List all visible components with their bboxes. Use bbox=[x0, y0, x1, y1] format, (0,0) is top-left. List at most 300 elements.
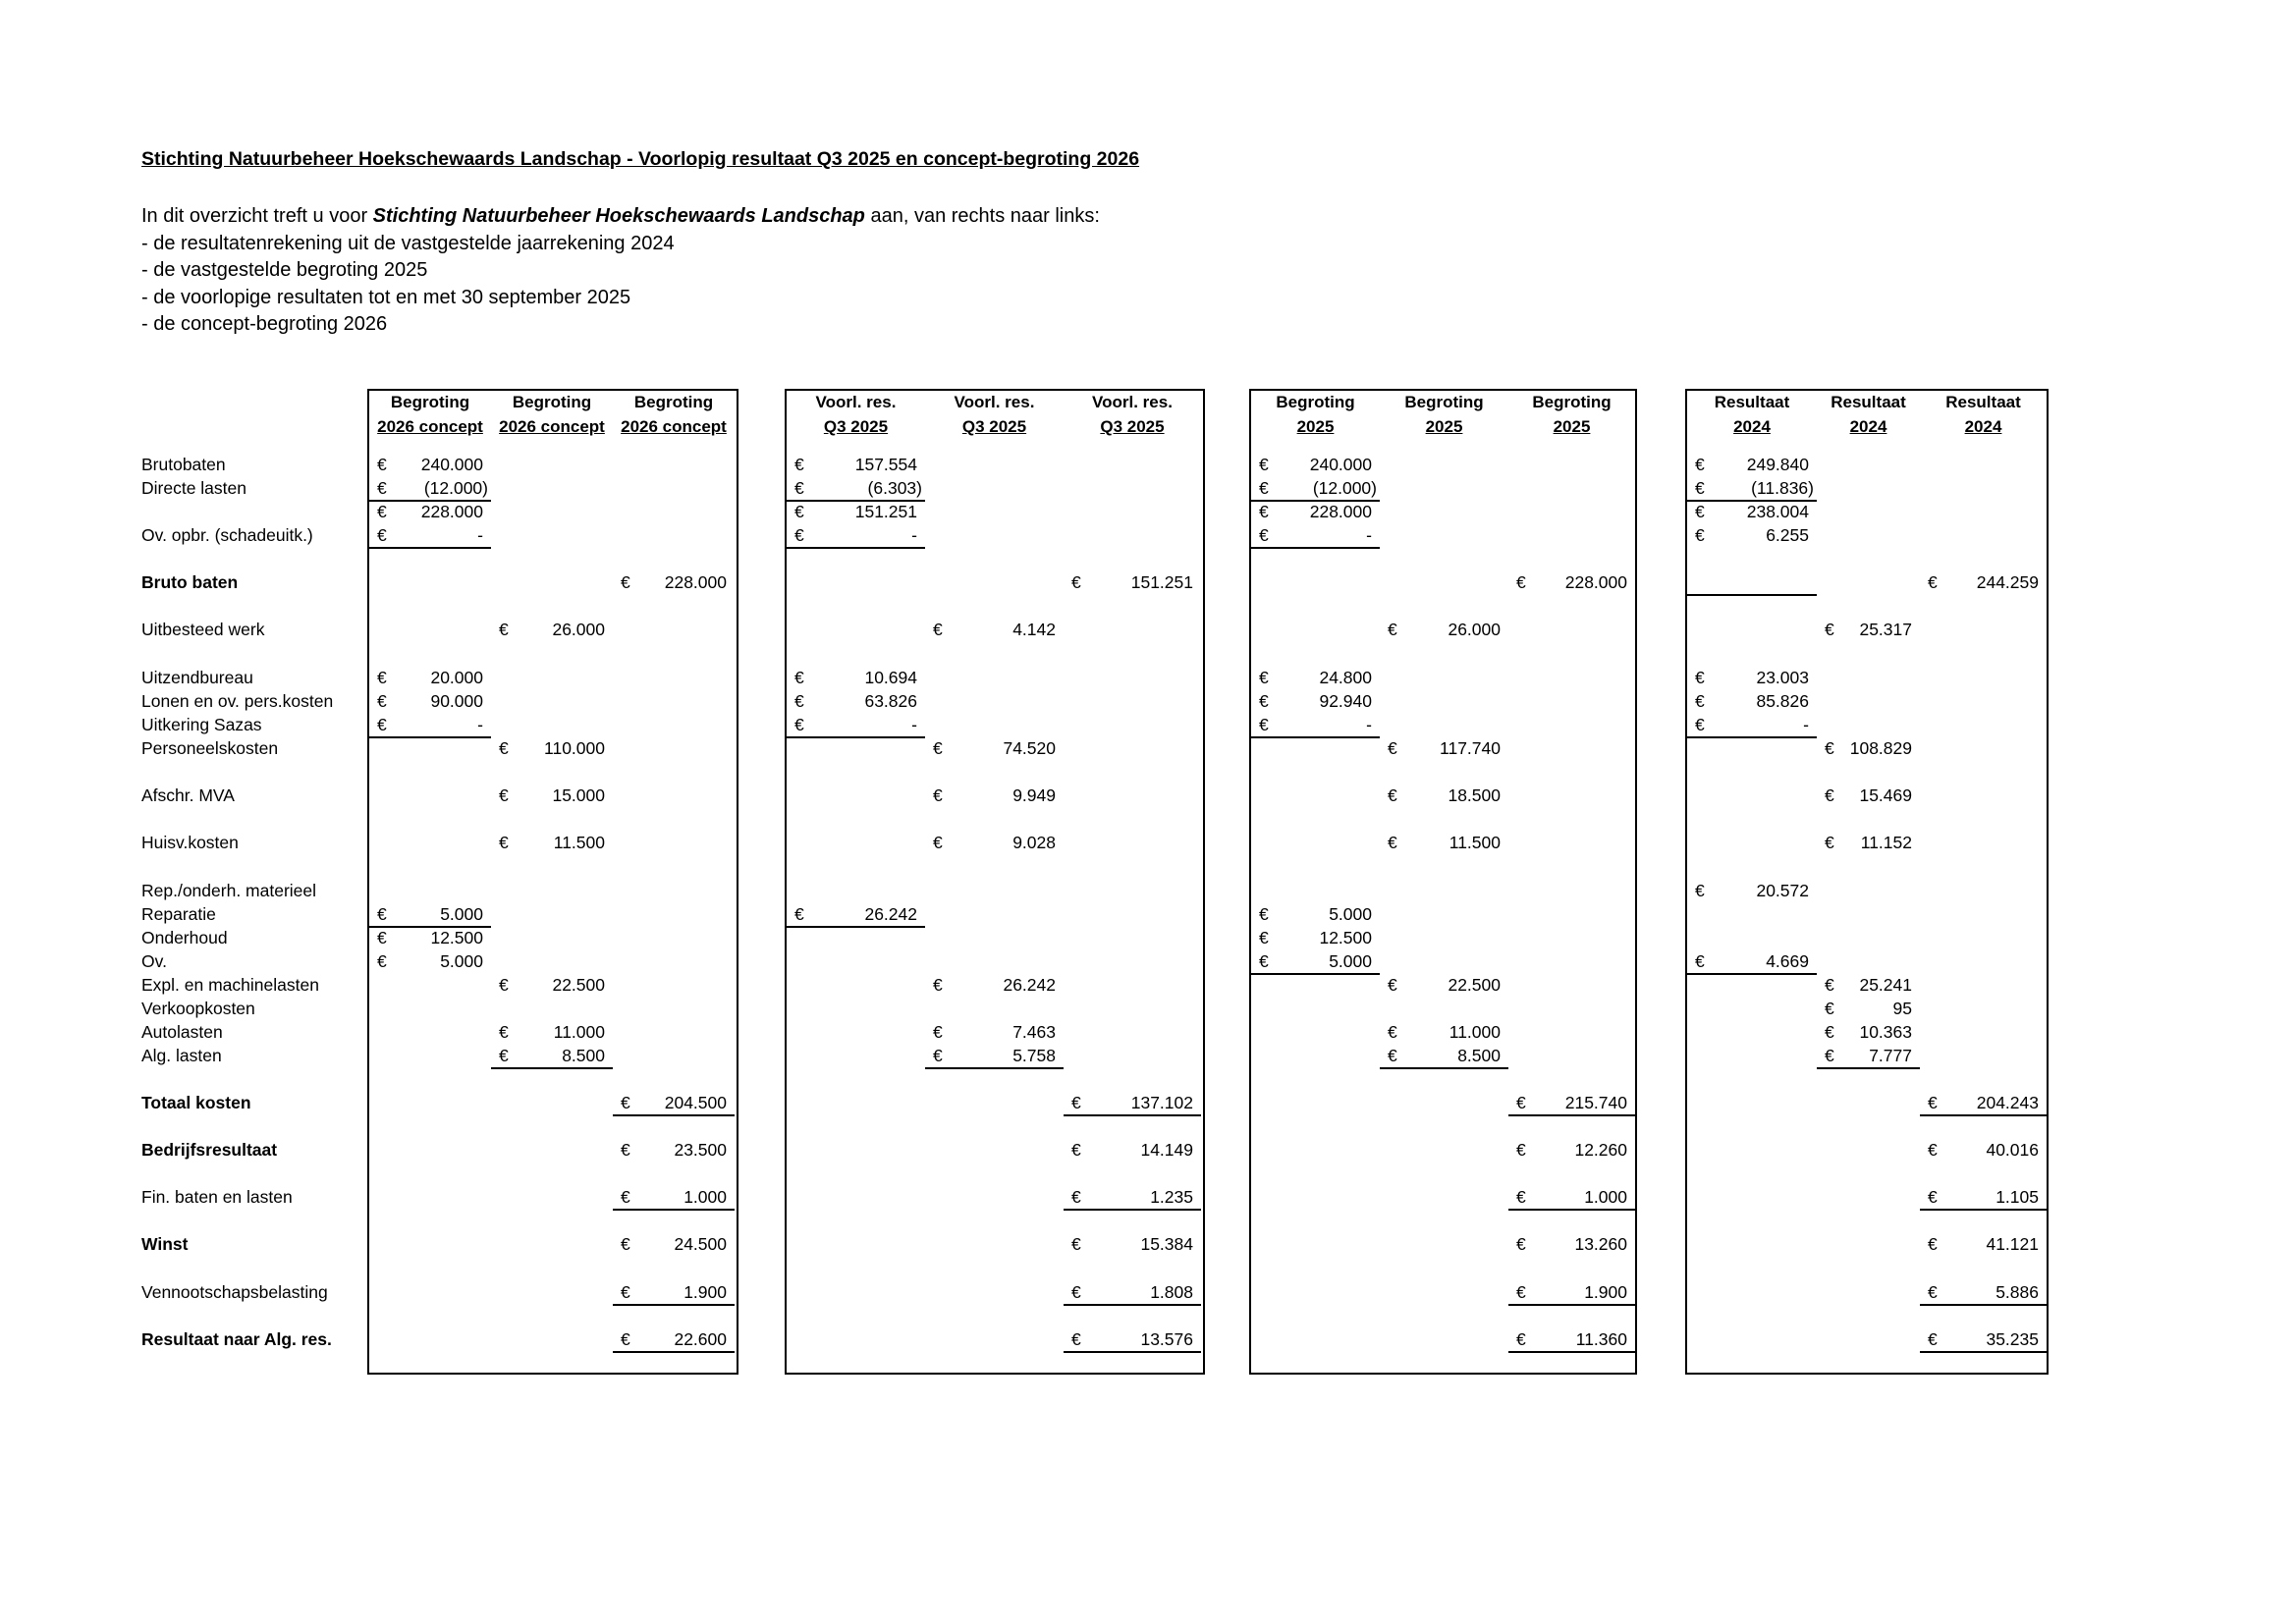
amount-value: 22.600 bbox=[674, 1329, 727, 1349]
row-label: Verkoopkosten bbox=[141, 999, 255, 1018]
currency-symbol: € bbox=[794, 691, 804, 711]
currency-symbol: € bbox=[499, 738, 509, 758]
amount-value: 24.800 bbox=[1319, 668, 1372, 687]
currency-symbol: € bbox=[1695, 691, 1705, 711]
row-label: Reparatie bbox=[141, 904, 216, 924]
column-header-line1: Resultaat bbox=[1831, 393, 1906, 411]
amount-value: 18.500 bbox=[1448, 785, 1501, 805]
row-label: Huisv.kosten bbox=[141, 833, 239, 852]
amount-value: 7.463 bbox=[1012, 1022, 1056, 1042]
column-header-line2: 2025 bbox=[1425, 417, 1463, 436]
row-label: Bruto baten bbox=[141, 572, 239, 592]
amount-cell bbox=[1380, 973, 1508, 997]
amount-cell bbox=[1687, 476, 1817, 500]
currency-symbol: € bbox=[933, 975, 943, 995]
amount-value: 108.829 bbox=[1849, 738, 1912, 758]
amount-value: 151.251 bbox=[854, 502, 917, 521]
amount-value: 74.520 bbox=[1003, 738, 1056, 758]
amount-cell bbox=[491, 1044, 613, 1067]
row-label: Rep./onderh. materieel bbox=[141, 881, 317, 900]
amount-value: 5.886 bbox=[1995, 1282, 2039, 1302]
amount-value: (11.836) bbox=[1751, 478, 1814, 498]
amount-cell bbox=[1508, 1138, 1635, 1162]
currency-symbol: € bbox=[377, 715, 387, 734]
amount-cell bbox=[1920, 1280, 2047, 1304]
amount-value: 6.255 bbox=[1766, 525, 1809, 545]
amount-value: 240.000 bbox=[1309, 455, 1372, 474]
amount-value: 8.500 bbox=[1457, 1046, 1501, 1065]
row-label: Expl. en machinelasten bbox=[141, 975, 319, 995]
amount-value: 228.000 bbox=[420, 502, 483, 521]
amount-value: 1.808 bbox=[1150, 1282, 1193, 1302]
amount-value: 22.500 bbox=[552, 975, 605, 995]
amount-value: 22.500 bbox=[1448, 975, 1501, 995]
column-header-line2: 2025 bbox=[1553, 417, 1591, 436]
row-label: Vennootschapsbelasting bbox=[141, 1282, 328, 1302]
intro-bullet: - de voorlopige resultaten tot en met 30 september 2025 bbox=[141, 286, 631, 308]
currency-symbol: € bbox=[1388, 785, 1397, 805]
amount-value: 151.251 bbox=[1130, 572, 1193, 592]
amount-value: 137.102 bbox=[1130, 1093, 1193, 1112]
amount-value: 1.900 bbox=[683, 1282, 727, 1302]
underline-rule bbox=[613, 1209, 735, 1211]
amount-value: 23.003 bbox=[1756, 668, 1809, 687]
amount-cell bbox=[1920, 1232, 2047, 1256]
currency-symbol: € bbox=[377, 502, 387, 521]
intro-suffix: aan, van rechts naar links: bbox=[864, 205, 1100, 227]
currency-symbol: € bbox=[1071, 1234, 1081, 1254]
amount-cell bbox=[1380, 1044, 1508, 1067]
amount-cell bbox=[1064, 1327, 1201, 1351]
amount-value: 7.777 bbox=[1869, 1046, 1912, 1065]
amount-value: (12.000) bbox=[423, 478, 488, 498]
amount-cell bbox=[613, 1280, 735, 1304]
row-label: Brutobaten bbox=[141, 455, 226, 474]
underline-rule bbox=[1920, 1351, 2047, 1353]
currency-symbol: € bbox=[1825, 738, 1834, 758]
currency-symbol: € bbox=[1928, 1282, 1938, 1302]
amount-cell bbox=[613, 1185, 735, 1209]
amount-value: 15.000 bbox=[552, 785, 605, 805]
column-header bbox=[1064, 390, 1201, 439]
currency-symbol: € bbox=[377, 951, 387, 971]
underline-rule bbox=[787, 500, 925, 502]
amount-cell bbox=[1687, 666, 1817, 689]
underline-rule bbox=[787, 926, 925, 928]
currency-symbol: € bbox=[1259, 904, 1269, 924]
amount-cell bbox=[613, 1138, 735, 1162]
amount-cell bbox=[491, 973, 613, 997]
currency-symbol: € bbox=[1928, 1140, 1938, 1160]
amount-cell bbox=[925, 1020, 1064, 1044]
amount-cell bbox=[925, 618, 1064, 641]
underline-rule bbox=[1687, 736, 1817, 738]
amount-value: 244.259 bbox=[1976, 572, 2039, 592]
amount-value: - bbox=[1803, 715, 1809, 734]
underline-rule bbox=[1817, 1067, 1920, 1069]
currency-symbol: € bbox=[621, 572, 630, 592]
amount-value: 14.149 bbox=[1140, 1140, 1193, 1160]
amount-cell bbox=[613, 1327, 735, 1351]
underline-rule bbox=[1920, 1209, 2047, 1211]
amount-cell bbox=[1687, 713, 1817, 736]
amount-cell bbox=[787, 476, 925, 500]
currency-symbol: € bbox=[377, 691, 387, 711]
currency-symbol: € bbox=[1695, 525, 1705, 545]
amount-cell bbox=[925, 831, 1064, 854]
currency-symbol: € bbox=[1825, 620, 1834, 639]
underline-rule bbox=[787, 736, 925, 738]
column-header-line1: Begroting bbox=[1276, 393, 1355, 411]
amount-value: 12.500 bbox=[430, 928, 483, 947]
underline-rule bbox=[613, 1351, 735, 1353]
underline-rule bbox=[1508, 1209, 1635, 1211]
currency-symbol: € bbox=[794, 904, 804, 924]
currency-symbol: € bbox=[1516, 572, 1526, 592]
row-label: Lonen en ov. pers.kosten bbox=[141, 691, 334, 711]
row-label: Ov. opbr. (schadeuitk.) bbox=[141, 525, 313, 545]
currency-symbol: € bbox=[621, 1282, 630, 1302]
underline-rule bbox=[1920, 1114, 2047, 1116]
column-header-line2: 2026 concept bbox=[377, 417, 483, 436]
amount-cell bbox=[1817, 997, 1920, 1020]
amount-value: - bbox=[477, 715, 483, 734]
amount-value: 26.242 bbox=[1003, 975, 1056, 995]
currency-symbol: € bbox=[1825, 833, 1834, 852]
row-label: Winst bbox=[141, 1234, 189, 1254]
amount-cell bbox=[613, 570, 735, 594]
amount-value: 9.949 bbox=[1012, 785, 1056, 805]
currency-symbol: € bbox=[499, 975, 509, 995]
currency-symbol: € bbox=[1259, 668, 1269, 687]
amount-cell bbox=[787, 523, 925, 547]
amount-cell bbox=[1251, 500, 1380, 523]
amount-cell bbox=[787, 713, 925, 736]
column-header bbox=[1508, 390, 1635, 439]
currency-symbol: € bbox=[621, 1187, 630, 1207]
amount-cell bbox=[1920, 570, 2047, 594]
amount-value: 228.000 bbox=[1309, 502, 1372, 521]
currency-symbol: € bbox=[1695, 715, 1705, 734]
currency-symbol: € bbox=[499, 1022, 509, 1042]
currency-symbol: € bbox=[1259, 525, 1269, 545]
amount-cell bbox=[925, 736, 1064, 760]
amount-cell bbox=[1251, 713, 1380, 736]
amount-cell bbox=[1920, 1138, 2047, 1162]
amount-cell bbox=[1251, 949, 1380, 973]
amount-value: 240.000 bbox=[420, 455, 483, 474]
currency-symbol: € bbox=[1695, 478, 1705, 498]
amount-value: 92.940 bbox=[1319, 691, 1372, 711]
amount-value: 12.260 bbox=[1574, 1140, 1627, 1160]
amount-cell bbox=[1251, 453, 1380, 476]
amount-value: - bbox=[477, 525, 483, 545]
amount-value: 5.000 bbox=[1329, 904, 1372, 924]
amount-cell bbox=[1687, 949, 1817, 973]
amount-cell bbox=[1251, 666, 1380, 689]
column-header bbox=[1380, 390, 1508, 439]
amount-value: - bbox=[1366, 525, 1372, 545]
amount-cell bbox=[369, 500, 491, 523]
amount-cell bbox=[491, 736, 613, 760]
amount-cell bbox=[491, 1020, 613, 1044]
currency-symbol: € bbox=[933, 785, 943, 805]
amount-value: 1.105 bbox=[1995, 1187, 2039, 1207]
row-label: Resultaat naar Alg. res. bbox=[141, 1329, 332, 1349]
currency-symbol: € bbox=[794, 668, 804, 687]
currency-symbol: € bbox=[1825, 1022, 1834, 1042]
amount-value: 1.000 bbox=[683, 1187, 727, 1207]
row-label: Directe lasten bbox=[141, 478, 246, 498]
amount-cell bbox=[1687, 523, 1817, 547]
amount-value: 204.500 bbox=[664, 1093, 727, 1112]
currency-symbol: € bbox=[1695, 455, 1705, 474]
amount-value: 20.572 bbox=[1756, 881, 1809, 900]
amount-value: 1.900 bbox=[1584, 1282, 1627, 1302]
currency-symbol: € bbox=[1259, 455, 1269, 474]
currency-symbol: € bbox=[1388, 738, 1397, 758]
underline-rule bbox=[369, 500, 491, 502]
currency-symbol: € bbox=[621, 1093, 630, 1112]
amount-cell bbox=[1508, 1091, 1635, 1114]
amount-value: 238.004 bbox=[1746, 502, 1809, 521]
amount-cell bbox=[1508, 1280, 1635, 1304]
intro-organisation: Stichting Natuurbeheer Hoekschewaards Landschap bbox=[372, 205, 865, 227]
currency-symbol: € bbox=[621, 1234, 630, 1254]
currency-symbol: € bbox=[1071, 1093, 1081, 1112]
amount-cell bbox=[369, 713, 491, 736]
amount-cell bbox=[1508, 570, 1635, 594]
currency-symbol: € bbox=[1388, 620, 1397, 639]
currency-symbol: € bbox=[794, 478, 804, 498]
amount-value: - bbox=[911, 525, 917, 545]
column-header bbox=[787, 390, 925, 439]
amount-cell bbox=[1064, 1280, 1201, 1304]
underline-rule bbox=[1508, 1351, 1635, 1353]
underline-rule bbox=[1064, 1114, 1201, 1116]
column-header-line2: 2025 bbox=[1296, 417, 1335, 436]
amount-value: 35.235 bbox=[1986, 1329, 2039, 1349]
amount-value: 11.500 bbox=[1449, 833, 1501, 852]
underline-rule bbox=[787, 547, 925, 549]
amount-value: 85.826 bbox=[1756, 691, 1809, 711]
underline-rule bbox=[1251, 547, 1380, 549]
underline-rule bbox=[613, 1304, 735, 1306]
amount-cell bbox=[1380, 736, 1508, 760]
amount-cell bbox=[925, 973, 1064, 997]
currency-symbol: € bbox=[1516, 1329, 1526, 1349]
currency-symbol: € bbox=[1825, 975, 1834, 995]
amount-cell bbox=[491, 831, 613, 854]
currency-symbol: € bbox=[377, 478, 387, 498]
row-label: Uitkering Sazas bbox=[141, 715, 262, 734]
amount-value: 11.000 bbox=[553, 1022, 605, 1042]
currency-symbol: € bbox=[933, 738, 943, 758]
amount-cell bbox=[1817, 831, 1920, 854]
underline-rule bbox=[1064, 1304, 1201, 1306]
row-label: Uitzendbureau bbox=[141, 668, 253, 687]
amount-cell bbox=[491, 784, 613, 807]
header-rule bbox=[785, 389, 1205, 391]
amount-cell bbox=[787, 902, 925, 926]
column-header-line2: 2024 bbox=[1964, 417, 2002, 436]
column-header-line1: Voorl. res. bbox=[1092, 393, 1173, 411]
currency-symbol: € bbox=[1259, 715, 1269, 734]
currency-symbol: € bbox=[1928, 1187, 1938, 1207]
amount-value: 11.360 bbox=[1575, 1329, 1627, 1349]
intro-bullet: - de vastgestelde begroting 2025 bbox=[141, 259, 428, 281]
row-label: Totaal kosten bbox=[141, 1093, 251, 1112]
currency-symbol: € bbox=[1516, 1093, 1526, 1112]
underline-rule bbox=[1508, 1114, 1635, 1116]
column-header-line2: 2024 bbox=[1733, 417, 1771, 436]
currency-symbol: € bbox=[1695, 881, 1705, 900]
row-label: Alg. lasten bbox=[141, 1046, 222, 1065]
currency-symbol: € bbox=[794, 525, 804, 545]
column-header-line1: Voorl. res. bbox=[954, 393, 1035, 411]
amount-cell bbox=[1817, 1020, 1920, 1044]
amount-cell bbox=[925, 1044, 1064, 1067]
currency-symbol: € bbox=[377, 928, 387, 947]
currency-symbol: € bbox=[1259, 691, 1269, 711]
amount-value: - bbox=[1366, 715, 1372, 734]
amount-cell bbox=[369, 453, 491, 476]
amount-value: 11.000 bbox=[1449, 1022, 1501, 1042]
currency-symbol: € bbox=[1516, 1187, 1526, 1207]
column-header-line1: Begroting bbox=[390, 393, 470, 411]
amount-value: 11.500 bbox=[553, 833, 605, 852]
underline-rule bbox=[1920, 1304, 2047, 1306]
column-header-line2: 2024 bbox=[1849, 417, 1887, 436]
amount-cell bbox=[787, 453, 925, 476]
amount-cell bbox=[1920, 1091, 2047, 1114]
underline-rule bbox=[369, 547, 491, 549]
row-label: Personeelskosten bbox=[141, 738, 279, 758]
amount-cell bbox=[369, 949, 491, 973]
amount-cell bbox=[787, 689, 925, 713]
amount-value: 12.500 bbox=[1319, 928, 1372, 947]
column-header bbox=[1817, 390, 1920, 439]
currency-symbol: € bbox=[1695, 502, 1705, 521]
column-header bbox=[491, 390, 613, 439]
amount-cell bbox=[1380, 1020, 1508, 1044]
amount-cell bbox=[1251, 926, 1380, 949]
amount-cell bbox=[1064, 1091, 1201, 1114]
amount-cell bbox=[1817, 784, 1920, 807]
underline-rule bbox=[1687, 973, 1817, 975]
intro-bullet: - de concept-begroting 2026 bbox=[141, 313, 388, 335]
currency-symbol: € bbox=[499, 833, 509, 852]
amount-cell bbox=[369, 523, 491, 547]
currency-symbol: € bbox=[1071, 1187, 1081, 1207]
underline-rule bbox=[1064, 1351, 1201, 1353]
amount-value: 117.740 bbox=[1440, 738, 1501, 758]
underline-rule bbox=[1687, 594, 1817, 596]
column-header-line2: Q3 2025 bbox=[1100, 417, 1165, 436]
amount-value: 8.500 bbox=[562, 1046, 605, 1065]
amount-value: 41.121 bbox=[1986, 1234, 2039, 1254]
amount-cell bbox=[1508, 1185, 1635, 1209]
amount-value: 5.758 bbox=[1012, 1046, 1056, 1065]
amount-value: 20.000 bbox=[430, 668, 483, 687]
amount-value: 110.000 bbox=[544, 738, 605, 758]
amount-cell bbox=[491, 618, 613, 641]
currency-symbol: € bbox=[377, 455, 387, 474]
amount-cell bbox=[1508, 1327, 1635, 1351]
currency-symbol: € bbox=[1259, 928, 1269, 947]
amount-value: 26.242 bbox=[864, 904, 917, 924]
amount-cell bbox=[613, 1232, 735, 1256]
currency-symbol: € bbox=[499, 785, 509, 805]
currency-symbol: € bbox=[1516, 1234, 1526, 1254]
amount-value: 1.000 bbox=[1584, 1187, 1627, 1207]
underline-rule bbox=[613, 1114, 735, 1116]
column-header-line1: Begroting bbox=[1532, 393, 1612, 411]
currency-symbol: € bbox=[499, 1046, 509, 1065]
column-header bbox=[613, 390, 735, 439]
currency-symbol: € bbox=[794, 455, 804, 474]
underline-rule bbox=[1251, 973, 1380, 975]
currency-symbol: € bbox=[1928, 1234, 1938, 1254]
currency-symbol: € bbox=[794, 502, 804, 521]
amount-value: 5.000 bbox=[440, 904, 483, 924]
amount-value: - bbox=[911, 715, 917, 734]
column-header-line1: Voorl. res. bbox=[815, 393, 897, 411]
underline-rule bbox=[369, 926, 491, 928]
row-label: Fin. baten en lasten bbox=[141, 1187, 293, 1207]
currency-symbol: € bbox=[1259, 951, 1269, 971]
amount-value: 25.317 bbox=[1859, 620, 1912, 639]
amount-value: 4.142 bbox=[1012, 620, 1056, 639]
amount-value: 90.000 bbox=[430, 691, 483, 711]
currency-symbol: € bbox=[377, 904, 387, 924]
underline-rule bbox=[1251, 500, 1380, 502]
amount-cell bbox=[1251, 523, 1380, 547]
amount-cell bbox=[1380, 784, 1508, 807]
amount-value: 13.576 bbox=[1140, 1329, 1193, 1349]
amount-cell bbox=[1817, 1044, 1920, 1067]
currency-symbol: € bbox=[377, 525, 387, 545]
row-label: Onderhoud bbox=[141, 928, 228, 947]
amount-cell bbox=[1817, 618, 1920, 641]
amount-value: (6.303) bbox=[867, 478, 922, 498]
amount-value: 10.363 bbox=[1859, 1022, 1912, 1042]
currency-symbol: € bbox=[1928, 1329, 1938, 1349]
column-header-line2: Q3 2025 bbox=[961, 417, 1027, 436]
currency-symbol: € bbox=[499, 620, 509, 639]
underline-rule bbox=[1251, 736, 1380, 738]
amount-cell bbox=[925, 784, 1064, 807]
document-title: Stichting Natuurbeheer Hoekschewaards Landschap - Voorlopig resultaat Q3 2025 en concept-begroting 2026 bbox=[141, 148, 1140, 170]
amount-value: 11.152 bbox=[1860, 833, 1912, 852]
column-header-line1: Resultaat bbox=[1945, 393, 2021, 411]
amount-cell bbox=[1920, 1327, 2047, 1351]
currency-symbol: € bbox=[1071, 572, 1081, 592]
column-header bbox=[1251, 390, 1380, 439]
amount-cell bbox=[1064, 570, 1201, 594]
amount-cell bbox=[787, 666, 925, 689]
amount-cell bbox=[1251, 689, 1380, 713]
underline-rule bbox=[1508, 1304, 1635, 1306]
row-label: Uitbesteed werk bbox=[141, 620, 265, 639]
amount-value: 23.500 bbox=[674, 1140, 727, 1160]
amount-value: 40.016 bbox=[1986, 1140, 2039, 1160]
currency-symbol: € bbox=[1259, 502, 1269, 521]
amount-value: 24.500 bbox=[674, 1234, 727, 1254]
amount-value: 228.000 bbox=[664, 572, 727, 592]
column-header-line1: Begroting bbox=[512, 393, 592, 411]
amount-value: 25.241 bbox=[1859, 975, 1912, 995]
